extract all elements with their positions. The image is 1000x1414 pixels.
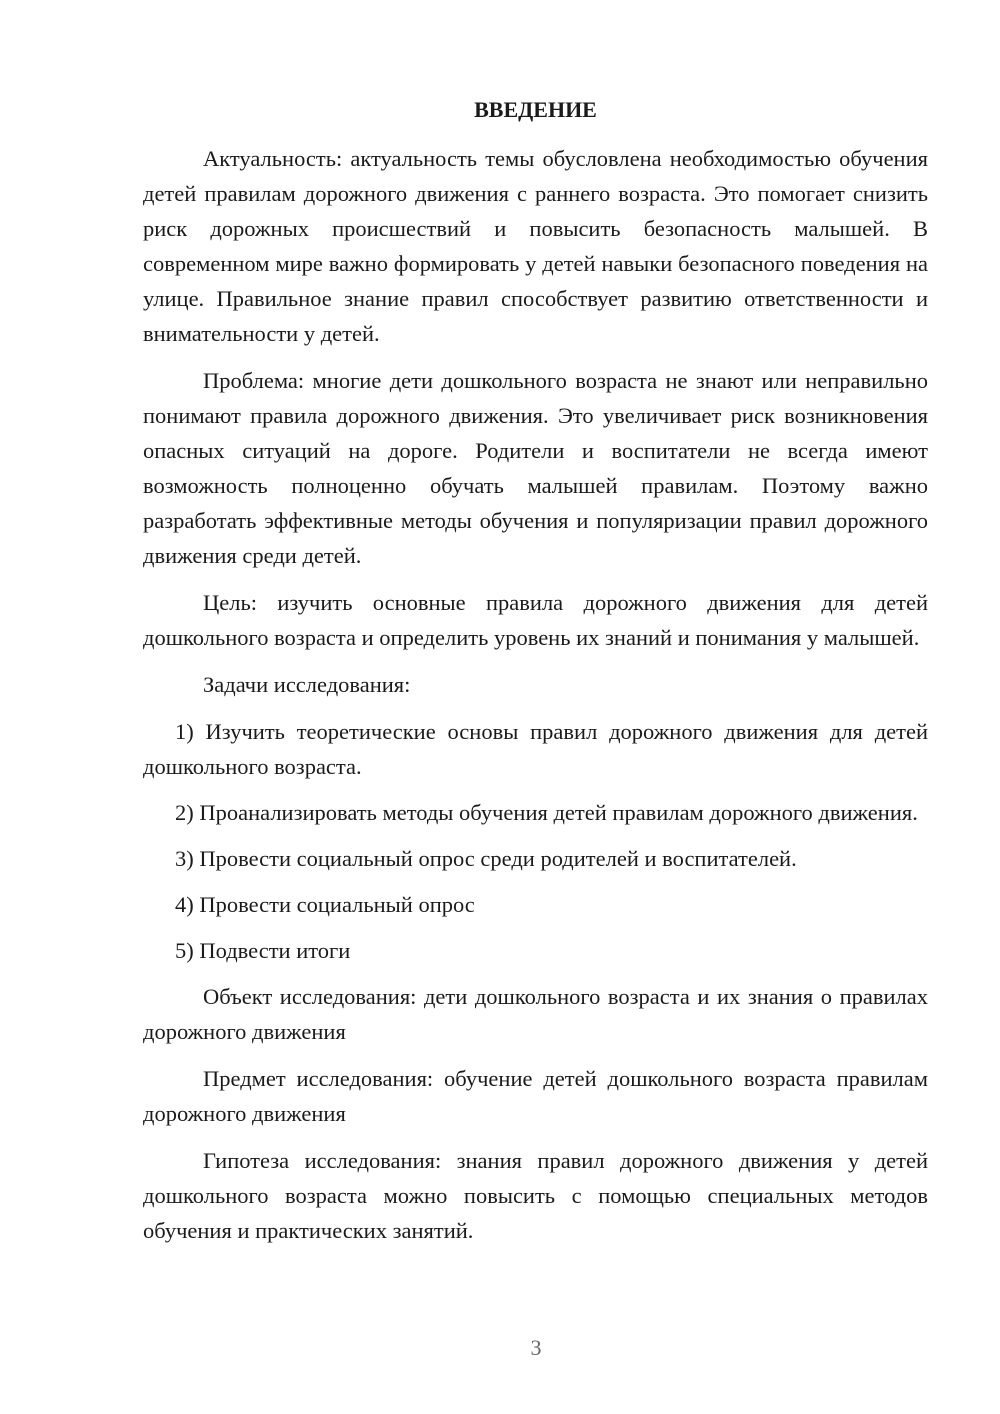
document-page [143,92,928,1260]
tasks-heading: Задачи исследования: [203,672,411,697]
subject-paragraph: Предмет исследования: обучение детей дошкольного возраста правилам дорожного движения [143,1066,928,1126]
task-item: 1) Изучить теоретические основы правил дорожного движения для детей дошкольного возраста. [143,719,928,779]
task-item: 2) Проанализировать методы обучения детей правилам дорожного движения. [175,800,918,825]
relevance-paragraph: Актуальность: актуальность темы обусловлена необходимостью обучения детей правилам дорожного движения с раннего возраста. Это помогает снизить риск дорожных происшествий и повысить безопасность малышей. В современном мире важно формировать у детей навыки безопасного поведения на улице. Правильное знание правил способствует развитию ответственности и внимательности у детей. [143,146,928,346]
page-number: 3 [530,1335,542,1360]
tasks-list [143,714,928,968]
problem-paragraph: Проблема: многие дети дошкольного возраста не знают или неправильно понимают правила дорожного движения. Это увеличивает риск возникновения опасных ситуаций на дороге. Родители и воспитатели не всегда имеют возможность полноценно обучать малышей правилам. Поэтому важно разработать эффективные методы обучения и популяризации правил дорожного движения среди детей. [143,368,928,568]
task-item: 4) Провести социальный опрос [175,892,475,917]
task-item: 3) Провести социальный опрос среди родителей и воспитателей. [175,846,797,871]
goal-paragraph: Цель: изучить основные правила дорожного движения для детей дошкольного возраста и определить уровень их знаний и понимания у малышей. [143,590,928,650]
task-item: 5) Подвести итоги [175,938,351,963]
object-paragraph: Объект исследования: дети дошкольного возраста и их знания о правилах дорожного движения [143,984,928,1044]
section-title: ВВЕДЕНИЕ [474,97,597,122]
hypothesis-paragraph: Гипотеза исследования: знания правил дорожного движения у детей дошкольного возраста можно повысить с помощью специальных методов обучения и практических занятий. [143,1148,928,1243]
